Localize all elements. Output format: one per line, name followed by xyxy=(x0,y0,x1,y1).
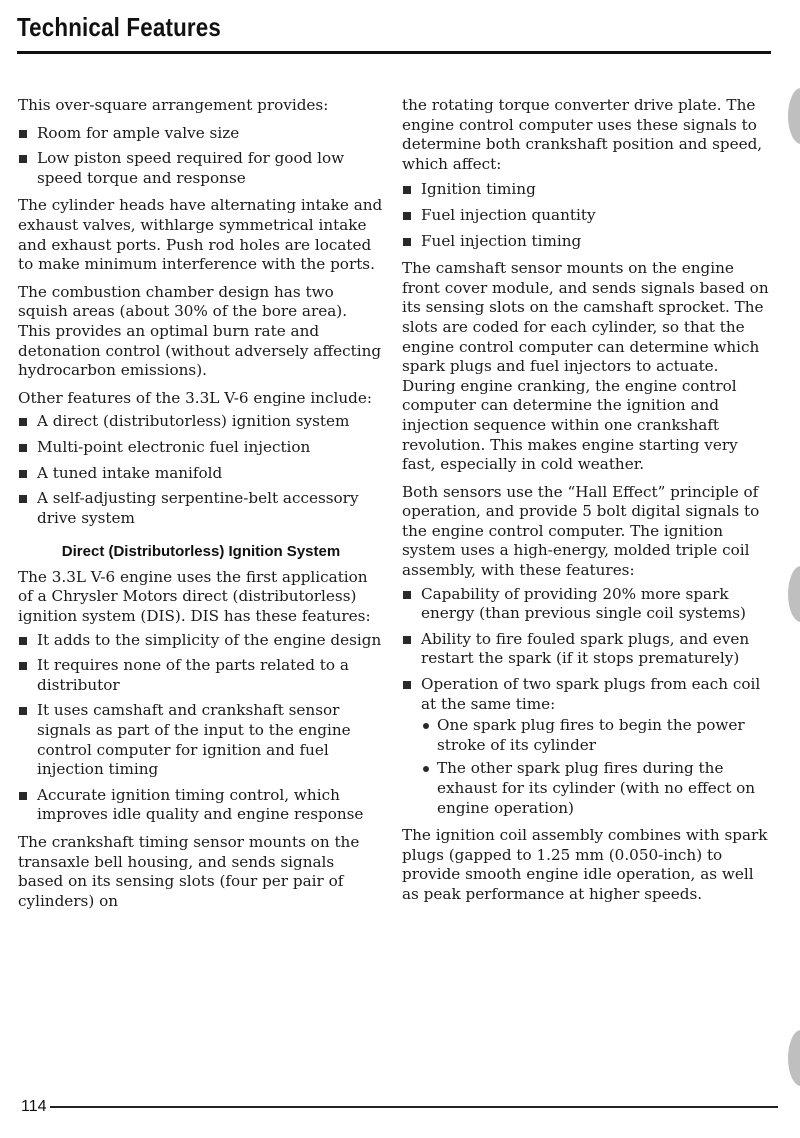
list-item: A self-adjusting serpentine-belt accessory drive system xyxy=(18,489,384,528)
left-column xyxy=(18,96,384,919)
features-list xyxy=(18,412,384,528)
title-rule xyxy=(17,51,771,54)
page-number: 114 xyxy=(21,1098,47,1115)
intro-list xyxy=(18,124,384,189)
camshaft-sensor-paragraph: The camshaft sensor mounts on the engine front cover module, and sends signals based on its sensing slots on the camshaft sprocket. The slots are coded for each cylinder, so that the engine control computer can determine which spark plugs and fuel injectors to actuate. During engine cranking, the engine control computer can determine the ignition and injection sequence within one crankshaft revolution. This makes engine starting very fast, especially in cold weather. xyxy=(402,259,769,474)
list-item: It requires none of the parts related to a distributor xyxy=(18,656,384,695)
coil-sub-list xyxy=(421,716,774,818)
list-item-text: Operation of two spark plugs from each coil at the same time: xyxy=(421,675,761,713)
crankshaft-sensor-paragraph: The crankshaft timing sensor mounts on the transaxle bell housing, and sends signals based on its sensing slots (four per pair of cylinders) on xyxy=(18,833,360,910)
list-item: Fuel injection quantity xyxy=(402,206,774,226)
right-column xyxy=(402,96,774,913)
list-item: Room for ample valve size xyxy=(18,124,384,144)
list-item: It adds to the simplicity of the engine design xyxy=(18,631,384,651)
footer-rule xyxy=(50,1106,778,1108)
combustion-chamber-paragraph: The combustion chamber design has two squish areas (about 30% of the bore area). This provides an optimal burn rate and detonation control (without adversely affecting hydrocarbon emissions). xyxy=(18,282,382,380)
hall-effect-paragraph: Both sensors use the “Hall Effect” principle of operation, and provide 5 bolt digital signals to the engine control computer. The ignition system uses a high-energy, molded triple coil assembly, with these features: xyxy=(402,482,760,580)
list-item: A tuned intake manifold xyxy=(18,464,384,484)
list-item: Low piston speed required for good low speed torque and response xyxy=(18,149,384,188)
affects-list xyxy=(402,180,774,251)
page-title: Technical Features xyxy=(17,12,222,42)
binder-tab-mark xyxy=(788,88,800,144)
binder-tab-mark xyxy=(788,566,800,622)
list-item: Fuel injection timing xyxy=(402,232,774,252)
list-item: It uses camshaft and crankshaft sensor signals as part of the input to the engine control computer for ignition and fuel injection timing xyxy=(18,701,384,779)
list-item: Multi-point electronic fuel injection xyxy=(18,438,384,458)
continuation-paragraph: the rotating torque converter drive plate. The engine control computer uses these signals to determine both crankshaft position and speed, which affect: xyxy=(402,96,763,173)
intro-text: This over-square arrangement provides: xyxy=(18,96,329,114)
features-intro: Other features of the 3.3L V-6 engine include: xyxy=(18,388,372,407)
section-heading: Direct (Distributorless) Ignition System xyxy=(61,543,341,561)
list-item: Accurate ignition timing control, which improves idle quality and engine response xyxy=(18,786,384,825)
closing-paragraph: The ignition coil assembly combines with spark plugs (gapped to 1.25 mm (0.050-inch) to provide smooth engine idle operation, as well as peak performance at higher speeds. xyxy=(402,826,768,903)
sub-list-item: One spark plug fires to begin the power stroke of its cylinder xyxy=(421,716,774,755)
cylinder-heads-paragraph: The cylinder heads have alternating intake and exhaust valves, withlarge symmetrical intake and exhaust ports. Push rod holes are located to make minimum interference with the ports. xyxy=(18,196,383,274)
list-item: Capability of providing 20% more spark energy (than previous single coil systems) xyxy=(402,585,774,624)
list-item xyxy=(402,675,774,818)
dis-intro-paragraph: The 3.3L V-6 engine uses the first application of a Chrysler Motors direct (distributorless) ignition system (DIS). DIS has these features: xyxy=(18,567,371,626)
sub-list-item: The other spark plug fires during the exhaust for its cylinder (with no effect on engine operation) xyxy=(421,759,774,818)
coil-features-list xyxy=(402,585,774,819)
list-item: A direct (distributorless) ignition system xyxy=(18,412,384,432)
binder-tab-mark xyxy=(788,1030,800,1086)
list-item: Ignition timing xyxy=(402,180,774,200)
dis-features-list xyxy=(18,631,384,825)
list-item: Ability to fire fouled spark plugs, and even restart the spark (if it stops prematurely) xyxy=(402,630,774,669)
